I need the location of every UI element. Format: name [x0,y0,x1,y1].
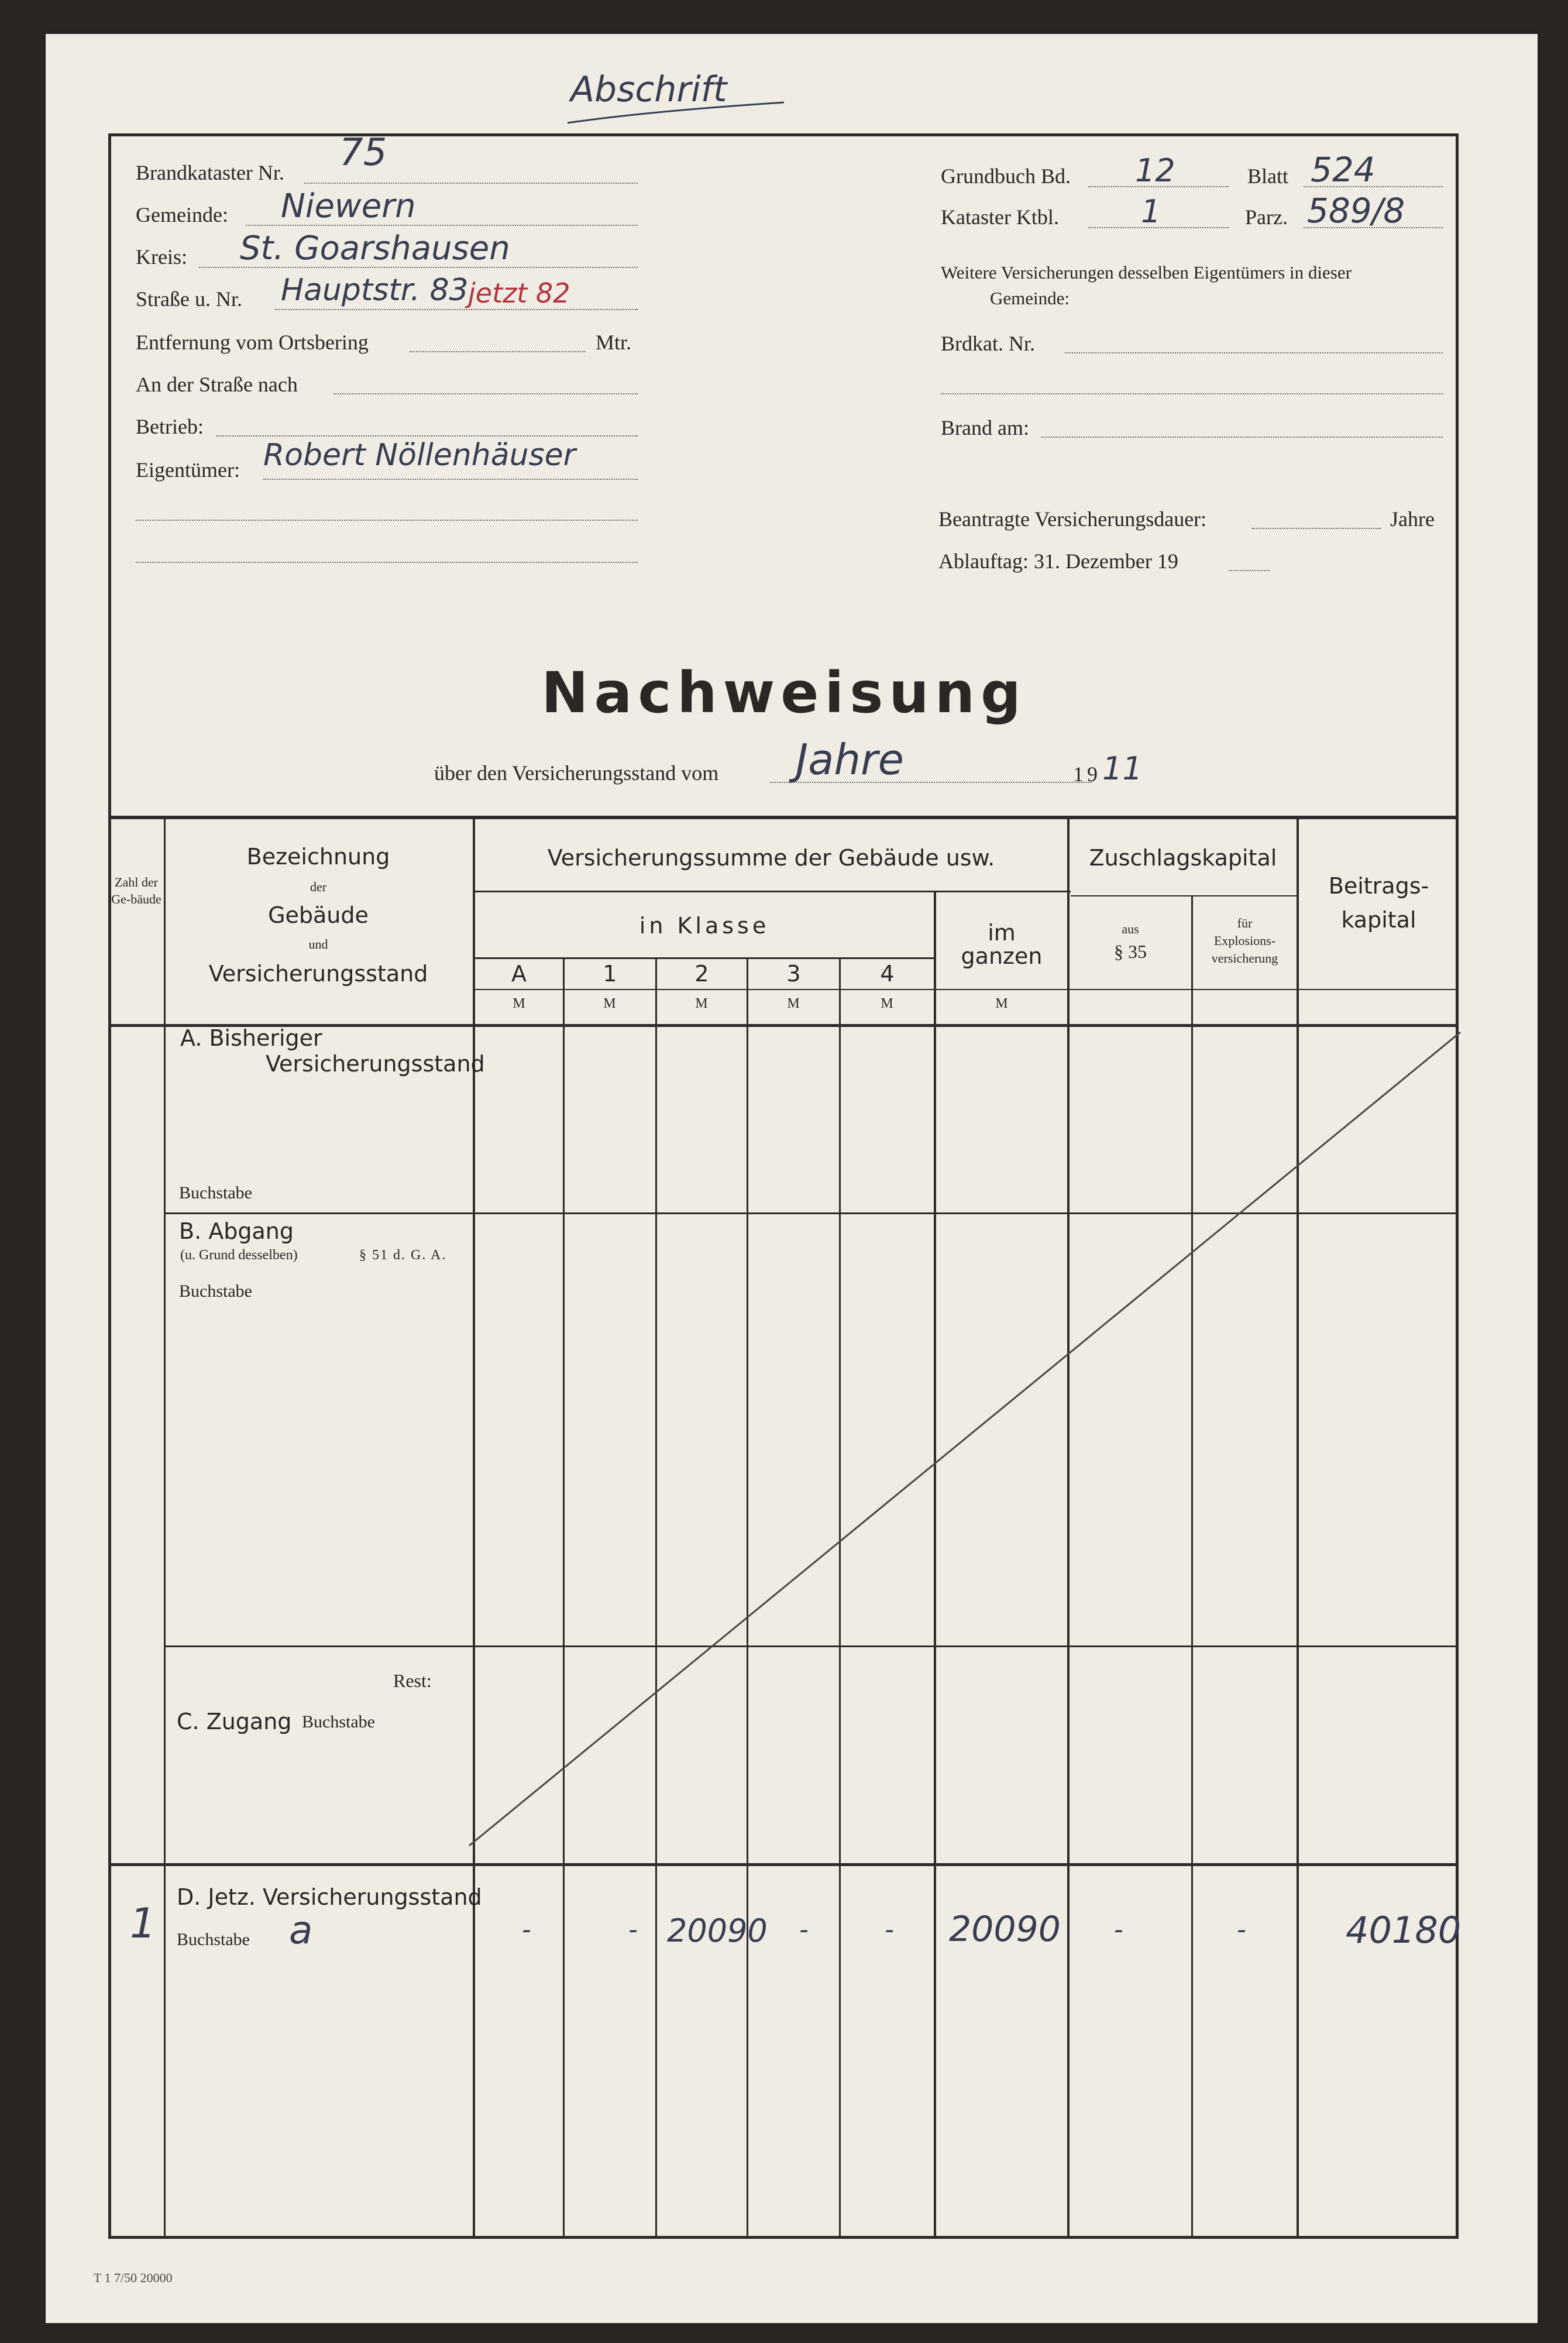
strasse-correction: jetzt 82 [468,277,570,309]
dauer-label: Beantragte Versicherungsdauer: [938,507,1207,531]
section-b-3: § 51 d. G. A. [359,1248,447,1263]
row-d-explosion: - [1237,1915,1246,1945]
row-d-im-ganzen: 20090 [949,1909,1061,1950]
an-der-strasse-label: An der Straße nach [136,373,298,396]
section-a-buchstabe: Buchstabe [179,1183,252,1203]
section-c-buchstabe: Buchstabe [302,1712,375,1732]
entfernung-label: Entfernung vom Ortsbering [136,331,369,354]
betrieb-label: Betrieb: [136,415,204,438]
col-zuschlag: Zuschlagskapital [1089,845,1277,871]
col-zahl: Zahl der Ge-bäude [111,875,161,906]
kataster-value: 1 [1141,193,1161,230]
col-bez-2: der [310,880,327,894]
kreis-label: Kreis: [136,245,187,269]
klasse-1: 1 [603,961,617,987]
row-d-zahl: 1 [130,1899,156,1947]
col-aus-2: § 35 [1114,941,1147,962]
gemeinde-label: Gemeinde: [136,203,228,226]
klasse-4: 4 [880,961,895,987]
col-beitrag-1: Beitrags- [1328,873,1429,899]
unit-1: M [603,996,616,1011]
row-d-beitrag: 40180 [1346,1909,1462,1952]
section-c-1: C. Zugang [177,1709,292,1734]
col-im-ganzen-1: im [988,920,1016,946]
eigentuemer-label: Eigentümer: [136,458,240,482]
unit-4: M [881,996,893,1011]
brandkataster-label: Brandkataster Nr. [136,161,284,184]
section-b-2: (u. Grund desselben) [180,1248,298,1263]
brdkat-label: Brdkat. Nr. [941,332,1035,355]
strasse-label: Straße u. Nr. [136,287,242,311]
row-d-klasse-a: - [522,1915,531,1945]
row-d-klasse-2: 20090 [667,1912,768,1949]
section-a-1: A. Bisheriger [180,1025,322,1051]
year-printed: 19 [1073,762,1101,786]
klasse-2: 2 [694,961,709,987]
subtitle-value: Jahre [796,735,904,784]
blatt-value: 524 [1311,150,1376,190]
kataster-label: Kataster Ktbl. [941,205,1059,229]
col-aus-1: aus [1122,922,1139,936]
col-versicherungssumme: Versicherungssumme der Gebäude usw. [547,845,995,871]
section-d-1: D. Jetz. Versicherungsstand [177,1884,482,1910]
row-d-klasse-4: - [885,1915,894,1945]
weitere-line2: Gemeinde: [990,288,1070,308]
col-bez-4: und [308,937,328,951]
footer-code: T 1 7/50 20000 [94,2270,173,2285]
abschrift-note: Abschrift [570,69,727,110]
title: Nachweisung [541,660,1027,726]
strasse-value: Hauptstr. 83 [281,273,469,308]
unit-2: M [695,996,708,1011]
unit-ganzen: M [995,996,1008,1011]
col-im-ganzen-2: ganzen [961,943,1043,969]
row-d-buchstabe: a [289,1908,313,1953]
unit-3: M [787,996,800,1011]
parz-value: 589/8 [1307,191,1405,231]
row-d-aus35: - [1114,1915,1123,1945]
klasse-a: A [511,961,527,987]
brand-am-label: Brand am: [941,416,1029,439]
brandkataster-value: 75 [339,131,387,174]
section-a-2: Versicherungsstand [266,1051,485,1077]
col-bez-5: Versicherungsstand [208,961,428,987]
col-fuer-2: Explosions- [1213,933,1276,948]
weitere-line1: Weitere Versicherungen desselben Eigentümers in dieser [941,262,1352,283]
section-d-buchstabe: Buchstabe [177,1930,250,1949]
dauer-unit: Jahre [1390,507,1435,531]
col-beitrag-2: kapital [1341,907,1416,933]
klasse-3: 3 [786,961,801,987]
grundbuch-value: 12 [1135,152,1175,189]
grundbuch-label: Grundbuch Bd. [941,164,1071,188]
section-b-1: B. Abgang [179,1218,294,1244]
row-d-klasse-1: - [628,1915,638,1945]
col-bez-3: Gebäude [268,902,369,928]
rest-label: Rest: [393,1670,432,1691]
col-fuer-1: für [1237,916,1253,930]
eigentuemer-value: Robert Nöllenhäuser [263,438,576,473]
unit-a: M [513,996,525,1011]
entfernung-unit: Mtr. [596,331,632,354]
col-in-klasse: in Klasse [639,913,770,939]
section-b-buchstabe: Buchstabe [179,1282,252,1301]
kreis-value: St. Goarshausen [240,229,510,267]
col-bez-1: Bezeichnung [246,844,390,870]
year-value: 11 [1102,750,1143,787]
gemeinde-value: Niewern [281,187,416,225]
subtitle: über den Versicherungsstand vom [434,761,719,785]
blatt-label: Blatt [1247,164,1288,188]
row-d-klasse-3: - [799,1915,809,1945]
col-fuer-3: versicherung [1211,951,1278,966]
parz-label: Parz. [1245,205,1288,229]
ablauftag-label: Ablauftag: 31. Dezember 19 [938,549,1178,573]
